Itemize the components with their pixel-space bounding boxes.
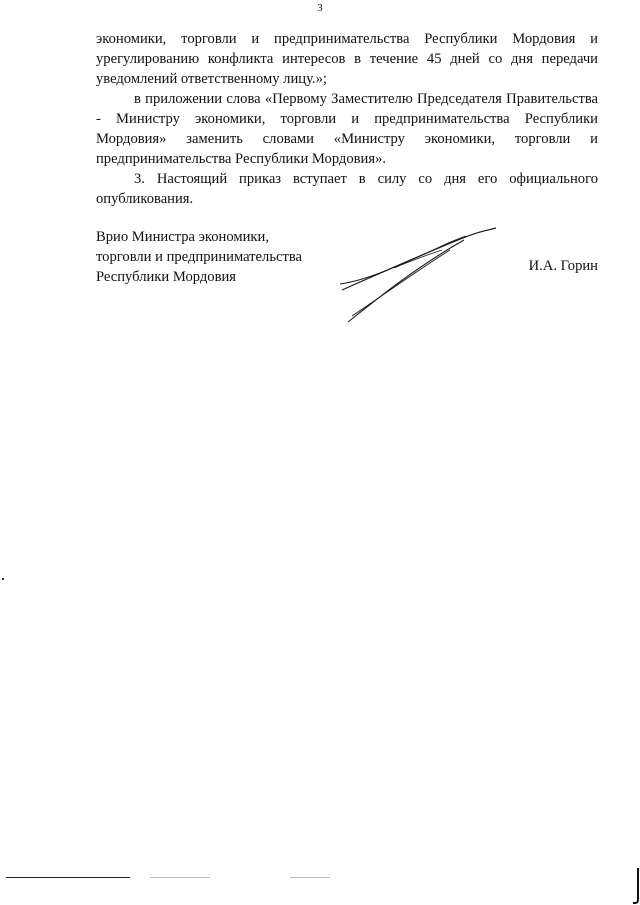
signer-title-line-1: Врио Министра экономики, <box>96 229 269 245</box>
scan-edge-mark <box>633 868 639 904</box>
footer-speckle <box>290 877 330 878</box>
paragraph-appendix-amendment: в приложении слова «Первому Заместителю Председателя Правительства - Министру экономики, торговли и предпринимательства Республики Мордовия» заменить словами «Министру экономики, торговли и предпринимательства Республики Мордовия». <box>96 91 598 167</box>
signer-title-line-2: торговли и предпринимательства <box>96 249 303 265</box>
footer-rule <box>6 877 130 878</box>
paragraph-continuation: экономики, торговли и предпринимательства Республики Мордовия и урегулированию конфликта интересов в течение 45 дней со дня передачи уведомлений ответственному лицу.»; <box>96 31 598 87</box>
signer-title-line-3: Республики Мордовия <box>96 269 237 285</box>
paragraph-effective-date: 3. Настоящий приказ вступает в силу со дня его официального опубликования. <box>96 171 598 207</box>
document-body <box>96 29 598 209</box>
handwritten-signature <box>338 222 500 330</box>
page-number: 3 <box>317 2 323 14</box>
scan-speck <box>2 578 4 580</box>
footer-speckle <box>150 877 210 878</box>
signer-name: И.А. Горин <box>528 258 598 274</box>
